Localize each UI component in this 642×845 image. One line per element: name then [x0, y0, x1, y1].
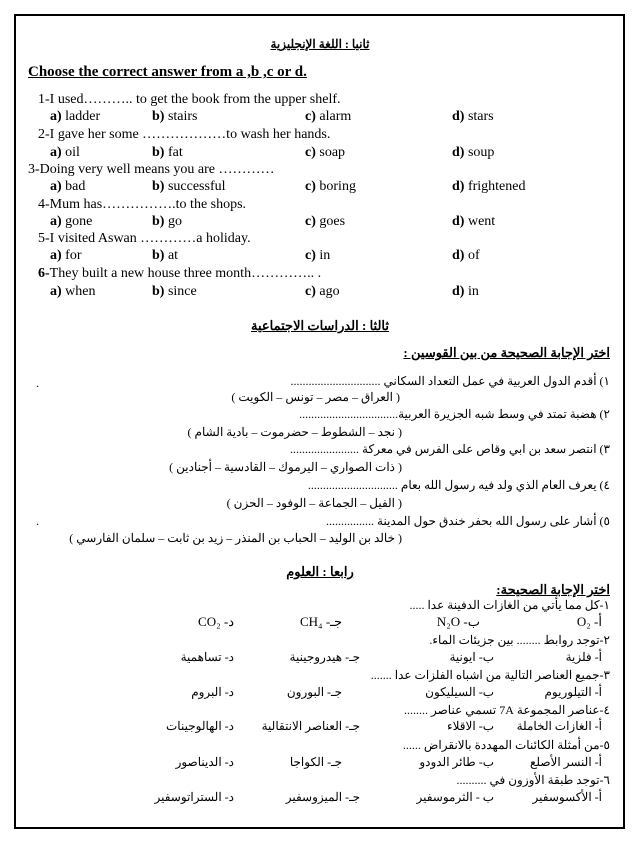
stray-dot: .: [36, 376, 39, 390]
social-options-1: ( العراق – مصر – تونس – الكويت ): [231, 390, 400, 404]
science-option-a: أ- الأكسوسفير: [532, 790, 602, 804]
option-c: c) alarm: [305, 109, 352, 124]
science-option-d: د- CO₂: [198, 614, 234, 629]
social-options-4: ( الفيل – الجماعة – الوفود – الحزن ): [226, 496, 402, 510]
science-option-b: ب - الثرموسفير: [416, 790, 494, 804]
science-option-a: أ- O₂: [576, 614, 602, 629]
option-b: b) since: [152, 284, 197, 299]
option-d: d) frightened: [452, 179, 526, 194]
option-c: c) goes: [305, 214, 346, 229]
science-option-b: ب- الاقلاء: [446, 719, 494, 733]
option-d: d) went: [452, 214, 496, 229]
english-question-4: 4-Mum has…………….to the shops.: [38, 197, 247, 212]
science-option-a: أ- الغازات الخاملة: [516, 719, 602, 733]
social-question-1: ١) أقدم الدول العربية في عمل التعداد السكاني ..............................: [290, 374, 610, 388]
social-question-2: ٢) هضبة تمتد في وسط شبه الجزيرة العربية.................................: [299, 407, 610, 421]
science-option-b: ب- السيليكون: [425, 685, 494, 699]
science-instruction: اختر الإجابة الصحيحة:: [496, 582, 610, 597]
social-options-5: ( خالد بن الوليد – الحباب بن المنذر – زيد بن ثابت – سلمان الفارسي ): [69, 531, 402, 545]
option-d: d) of: [452, 248, 480, 263]
option-c: c) ago: [305, 284, 340, 299]
science-option-a: أ- فلزية: [565, 650, 602, 664]
option-b: b) at: [152, 248, 179, 263]
option-a: a) bad: [50, 179, 86, 194]
science-question-5: ٥-من أمثلة الكائنات المهددة بالانقراض ......: [402, 738, 610, 752]
social-question-5: ٥) أشار على رسول الله بحفر خندق حول المدينة ................: [326, 514, 610, 528]
social-question-4: ٤) يعرف العام الذي ولد فيه رسول الله بعام ..............................: [307, 478, 610, 492]
english-question-2: 2-I gave her some ………………to wash her hands.: [38, 127, 331, 142]
option-a: a) ladder: [50, 109, 101, 124]
science-option-c: جـ- هيدروجينية: [289, 650, 360, 664]
option-c: c) soap: [305, 145, 346, 160]
science-option-c: جـ- CH₄: [299, 614, 342, 629]
english-question-6: 6-They built a new house three month………….. .: [38, 266, 322, 281]
science-option-b: ب- طائر الدودو: [419, 755, 494, 769]
science-section-title: رابعا : العلوم: [286, 564, 354, 579]
science-option-c: جـ- العناصر الانتقالية: [261, 719, 360, 733]
english-instruction: Choose the correct answer from a ,b ,c or d.: [28, 64, 307, 80]
social-section-title: ثالثا : الدراسات الاجتماعية: [251, 318, 389, 333]
science-option-c: جـ- الكواجا: [289, 755, 342, 769]
option-a: a) when: [50, 284, 96, 299]
social-instruction: اختر الإجابة الصحيحة من بين القوسين :: [403, 345, 610, 360]
option-a: a) gone: [50, 214, 93, 229]
english-section-title: ثانيا : اللغة الإنجليزية: [270, 37, 370, 51]
option-a: a) for: [50, 248, 82, 263]
social-options-2: ( نجد – الشطوط – حضرموت – بادية الشام ): [187, 425, 402, 439]
science-option-a: أ- التيلوريوم: [544, 685, 602, 699]
english-question-1: 1-I used……….. to get the book from the upper shelf.: [38, 92, 341, 107]
science-option-d: د- البروم: [191, 685, 234, 699]
option-c: c) boring: [305, 179, 356, 194]
option-b: b) stairs: [152, 109, 198, 124]
social-question-3: ٣) انتصر سعد بن ابي وقاص على الفرس في معركة .......................: [290, 442, 610, 456]
option-a: a) oil: [50, 145, 80, 160]
science-option-c: جـ- البورون: [286, 685, 342, 699]
science-question-6: ٦-توجد طبقة الأوزون في ..........: [456, 773, 610, 787]
science-option-b: ب- ايونية: [449, 650, 494, 664]
science-question-4: ٤-عناصر المجموعة 7A تسمي عناصر ........: [403, 703, 610, 717]
option-b: b) fat: [152, 145, 183, 160]
science-option-d: د- الستراتوسفير: [154, 790, 234, 804]
science-question-3: ٣-جميع العناصر التالية من اشباه الفلزات عدا .......: [370, 668, 610, 682]
option-d: d) in: [452, 284, 479, 299]
science-option-b: ب- N₂O: [436, 614, 480, 629]
option-b: b) go: [152, 214, 182, 229]
science-question-1: ١-كل مما يأتي من الغازات الدفينة عدا .....: [409, 598, 610, 612]
social-options-3: ( ذات الصواري – اليرموك – القادسية – أجنادين ): [169, 460, 402, 474]
science-option-c: جـ- الميزوسفير: [285, 790, 360, 804]
option-d: d) soup: [452, 145, 495, 160]
science-option-d: د- الديناصور: [175, 755, 234, 769]
english-question-5: 5-I visited Aswan …………a holiday.: [38, 231, 251, 246]
english-question-3: 3-Doing very well means you are …………: [28, 162, 275, 177]
science-option-d: د- الهالوجينات: [166, 719, 234, 733]
science-option-d: د- تساهمية: [180, 650, 234, 664]
option-d: d) stars: [452, 109, 494, 124]
stray-dot: .: [36, 514, 39, 528]
option-c: c) in: [305, 248, 331, 263]
science-option-a: أ- النسر الأصلع: [530, 755, 602, 769]
option-b: b) successful: [152, 179, 226, 194]
science-question-2: ٢-توجد روابط ........ بين جزيئات الماء.: [429, 633, 610, 647]
